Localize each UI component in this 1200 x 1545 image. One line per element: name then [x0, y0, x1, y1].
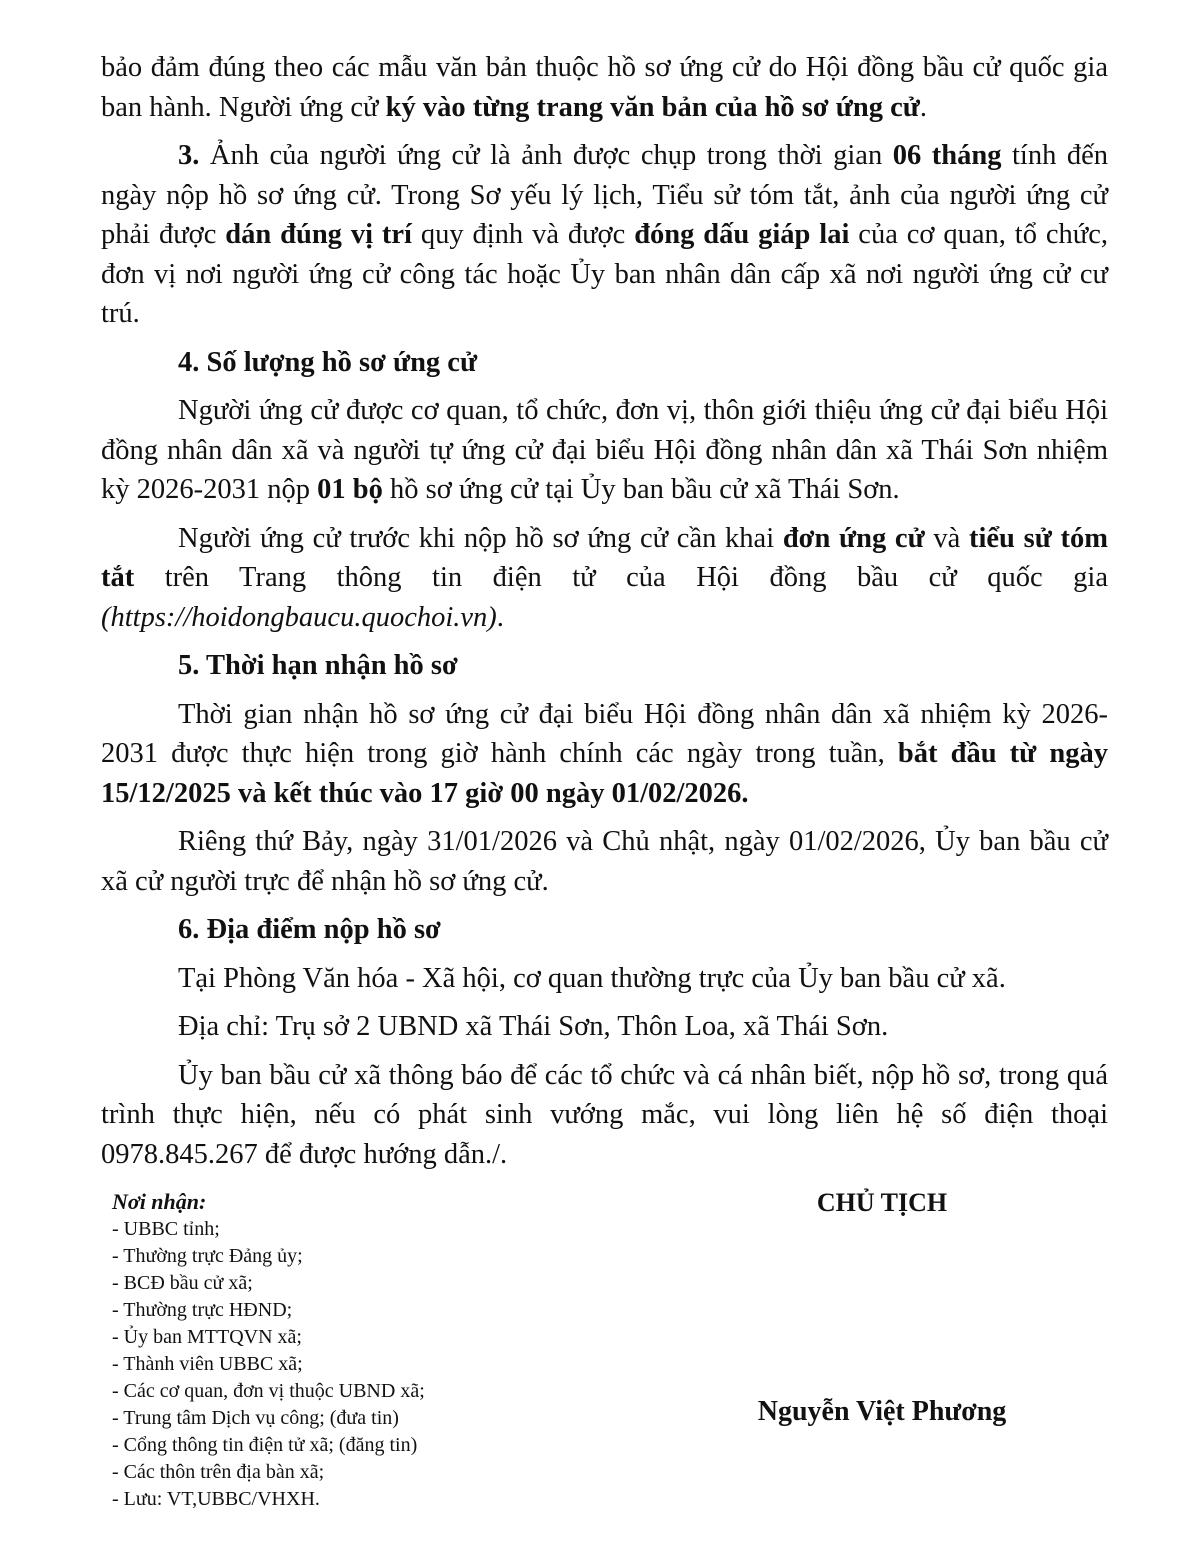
- section-3-text: tính đến ngày nộp hồ sơ ứng cử. Trong Sơ yếu lý lịch, Tiểu sử tóm tắt, ảnh của người ứng cử phải được: [101, 140, 1108, 250]
- section-5-paragraph-1: [101, 695, 1108, 814]
- section-3-emphasis: dán đúng vị trí: [225, 219, 412, 250]
- intro-text: bảo đảm đúng theo các mẫu văn bản thuộc hồ sơ ứng cử do Hội đồng bầu cử quốc gia ban hành. Người ứng cử: [101, 52, 1108, 123]
- website-link[interactable]: (https://hoidongbaucu.quochoi.vn): [101, 601, 497, 633]
- section-4-text: hồ sơ ứng cử tại Ủy ban bầu cử xã Thái Sơn.: [382, 474, 900, 505]
- intro-emphasis: ký vào từng trang văn bản của hồ sơ ứng cử: [385, 91, 920, 123]
- recipient-item: - Các thôn trên địa bàn xã;: [112, 1461, 325, 1483]
- section-4-text: .: [496, 601, 504, 633]
- section-3-text: của cơ quan, tổ chức, đơn vị nơi người ứng cử công tác hoặc Ủy ban nhân dân cấp xã nơi người ứng cử cư trú.: [101, 219, 1108, 329]
- closing-paragraph: Ủy ban bầu cử xã thông báo để các tổ chức và cá nhân biết, nộp hồ sơ, trong quá trình thực hiện, nếu có phát sinh vướng mắc, vui lòng liên hệ số điện thoại 0978.845.267 để được hướng dẫn./.: [101, 1059, 1108, 1170]
- recipient-item: - BCĐ bầu cử xã;: [112, 1272, 253, 1294]
- section-6-location: Tại Phòng Văn hóa - Xã hội, cơ quan thường trực của Ủy ban bầu cử xã.: [178, 962, 1006, 994]
- section-3-text: quy định và được: [411, 219, 635, 250]
- recipient-item: - Lưu: VT,UBBC/VHXH.: [112, 1488, 320, 1510]
- recipient-item: - UBBC tỉnh;: [112, 1218, 220, 1240]
- section-4-text: trên Trang thông tin điện tử của Hội đồng bầu cử quốc gia: [134, 562, 1108, 593]
- section-4-count: 01 bộ: [317, 474, 383, 505]
- recipient-item: - Thường trực Đảng ủy;: [112, 1245, 303, 1267]
- recipient-item: - Cổng thông tin điện tử xã; (đăng tin): [112, 1434, 418, 1456]
- document-body: [101, 48, 1108, 1183]
- section-5-heading: 5. Thời hạn nhận hồ sơ: [178, 650, 458, 681]
- section-6-address: Địa chỉ: Trụ sở 2 UBND xã Thái Sơn, Thôn Loa, xã Thái Sơn.: [178, 1011, 889, 1042]
- intro-end: .: [919, 91, 928, 123]
- recipients-title: Nơi nhận:: [112, 1189, 207, 1214]
- section-5-text: Thời gian nhận hồ sơ ứng cử đại biểu Hội đồng nhân dân xã nhiệm kỳ 2026-2031 được thực hiện trong giờ hành chính các ngày trong tuần,: [101, 698, 1108, 769]
- section-3-emphasis: đóng dấu giáp lai: [634, 219, 850, 250]
- section-3-number: 3.: [178, 140, 200, 171]
- section-5-deadline: bắt đầu từ ngày 15/12/2025 và kết thúc vào 17 giờ 00 ngày 01/02/2026.: [101, 738, 1108, 809]
- section-4-emphasis: đơn ứng cử: [782, 522, 925, 554]
- recipient-item: - Trung tâm Dịch vụ công; (đưa tin): [112, 1407, 399, 1429]
- signer-name: Nguyễn Việt Phương: [757, 1396, 1007, 1427]
- intro-paragraph: [101, 48, 1108, 127]
- section-4-text: và: [924, 522, 969, 554]
- recipient-item: - Thường trực HĐND;: [112, 1299, 293, 1321]
- section-4-text: Người ứng cử trước khi nộp hồ sơ ứng cử cần khai: [178, 522, 783, 554]
- section-3-paragraph: [101, 136, 1108, 334]
- section-4-emphasis: tiểu sử tóm tắt: [101, 522, 1108, 593]
- section-5-paragraph-2: Riêng thứ Bảy, ngày 31/01/2026 và Chủ nhật, ngày 01/02/2026, Ủy ban bầu cử xã cử người trực để nhận hồ sơ ứng cử.: [101, 826, 1108, 897]
- recipient-item: - Các cơ quan, đơn vị thuộc UBND xã;: [112, 1380, 425, 1402]
- section-4-heading: 4. Số lượng hồ sơ ứng cử: [178, 346, 478, 378]
- recipient-item: - Thành viên UBBC xã;: [112, 1353, 303, 1375]
- signer-title: CHỦ TỊCH: [816, 1188, 948, 1217]
- recipients-block: [112, 1188, 632, 1513]
- signature-block: [732, 1188, 1032, 1427]
- section-3-text: Ảnh của người ứng cử là ảnh được chụp trong thời gian: [199, 140, 893, 171]
- section-3-duration: 06 tháng: [892, 140, 1002, 171]
- section-6-heading: 6. Địa điểm nộp hồ sơ: [178, 914, 441, 945]
- recipient-item: - Ủy ban MTTQVN xã;: [112, 1326, 302, 1348]
- recipients-list: [112, 1216, 632, 1513]
- section-4-text: Người ứng cử được cơ quan, tổ chức, đơn vị, thôn giới thiệu ứng cử đại biểu Hội đồng nhân dân xã và người tự ứng cử đại biểu Hội đồng nhân dân xã Thái Sơn nhiệm kỳ 2026-2031 nộp: [101, 395, 1108, 505]
- section-4-paragraph-1: [101, 391, 1108, 510]
- section-4-paragraph-2: [101, 519, 1108, 638]
